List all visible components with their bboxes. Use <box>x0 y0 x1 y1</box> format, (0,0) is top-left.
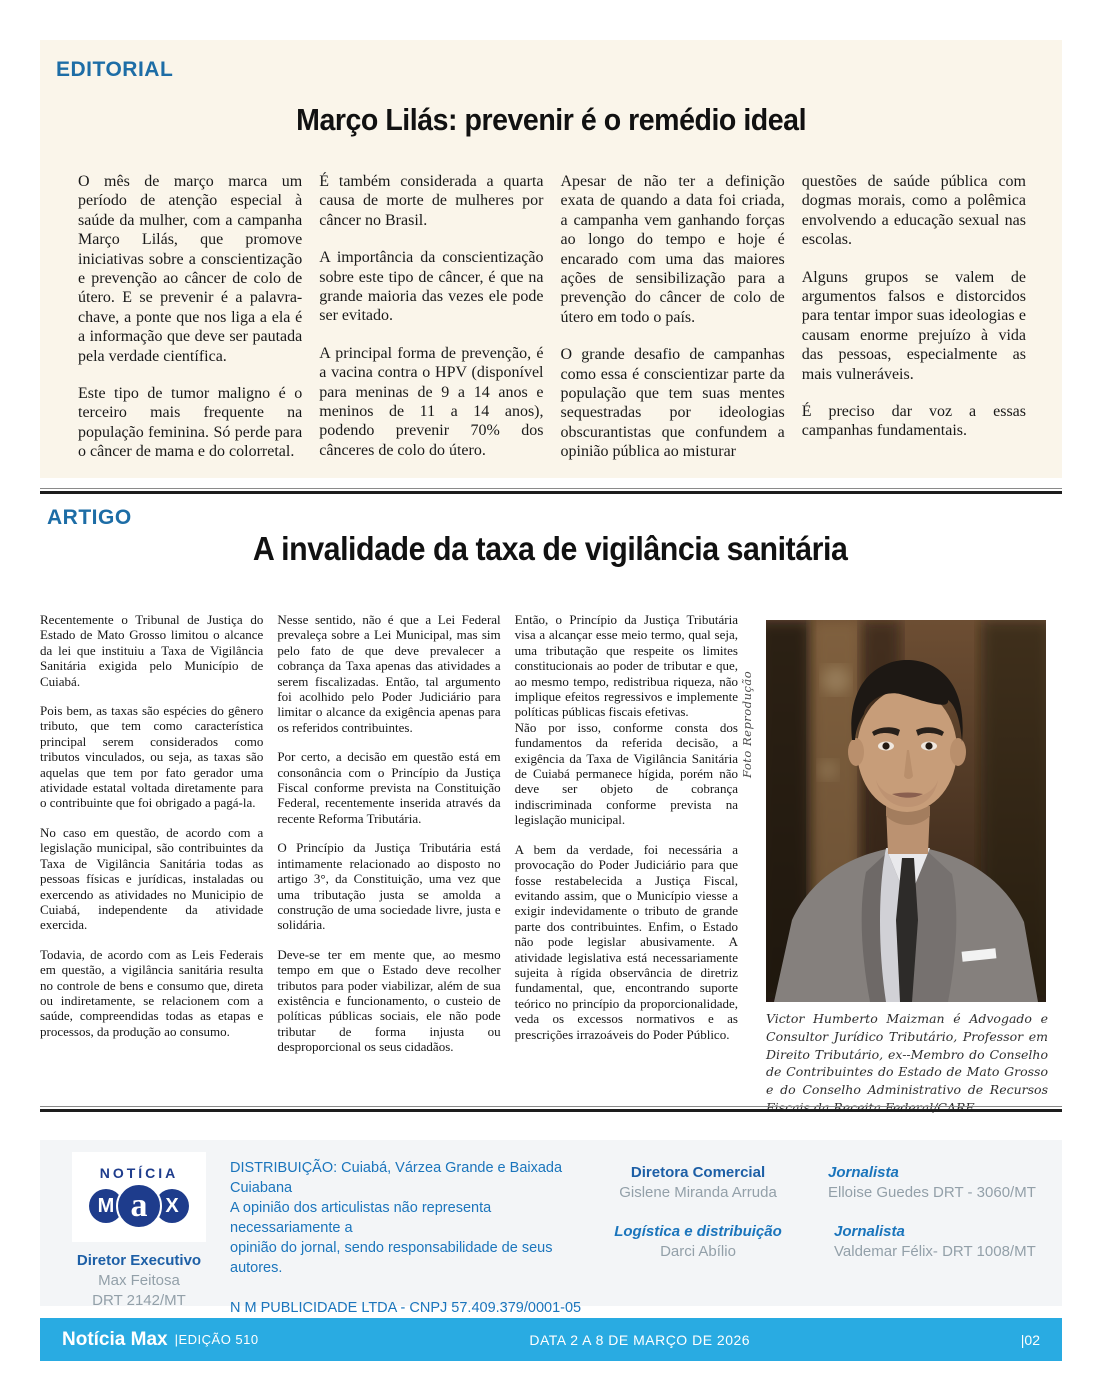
artigo-paragraph: No caso em questão, de acordo com a legislação municipal, são contribuintes da Taxa de Vigilância Sanitária todas as pessoas físicas e jurídicas, instaladas ou exercendo as atividades no Municipio de Cuiabá, independente da atividade exercida. <box>40 824 264 933</box>
artigo-paragraph: Não por isso, conforme consta dos fundamentos da referida decisão, a exigência da Taxa de Vigilância Sanitária de Cuiabá permanece hígida, porém não deve ser objeto de cobrança indiscriminada conforme prevista na legislação municipal. <box>514 719 738 828</box>
folio-edition: |EDIÇÃO 510 <box>174 1332 259 1347</box>
editorial-paragraph: É preciso dar voz a essas campanhas fundamentais. <box>801 403 1026 440</box>
footer-divider <box>40 1106 1062 1112</box>
editorial-column-3 <box>561 172 785 462</box>
artigo-column-2 <box>277 612 500 1055</box>
logo-circles <box>89 1183 189 1229</box>
journalist-label: Jornalista <box>828 1164 899 1181</box>
commercial-label: Diretora Comercial <box>630 1164 766 1181</box>
editorial-paragraph: A principal forma de prevenção, é a vacina contra o HPV (disponível para meninas de 9 a 14 anos e meninos de 11 a 14 anos), podendo prevenir 70% dos cânceres de colo do útero. <box>319 344 544 459</box>
editorial-paragraph: Este tipo de tumor maligno é o terceiro mais frequente na população feminina. Só perde para o câncer de mama e do colorretal. <box>78 385 303 461</box>
editorial-paragraph: É também considerada a quarta causa de morte de mulheres por câncer no Brasil. <box>319 173 544 229</box>
editorial-column-1 <box>78 172 302 462</box>
folio-bar <box>40 1318 1062 1361</box>
logistics-name: Darci Abílio <box>660 1243 736 1260</box>
editorial-headline: Março Lilás: prevenir é o remédio ideal <box>296 102 806 137</box>
logo-wordmark-noticia: NOTÍCIA <box>99 1165 179 1181</box>
logo-letter-a: a <box>116 1183 162 1229</box>
editorial-paragraph: Apesar de não ter a definição exata de quando a data foi criada, a campanha vem ganhando forças ao longo do tempo e hoje é encarado com uma das maiores ações de sensibilização para a prevenção do câncer de colo de útero em todo o país. <box>560 173 785 326</box>
artigo-paragraph: Recentemente o Tribunal de Justiça do Estado de Mato Grosso limitou o alcance da lei que instituiu a Taxa de Vigilância Sanitária exigida pelo Município de Cuiabá. <box>40 612 264 689</box>
folio-page-number: |02 <box>1020 1331 1040 1348</box>
portrait-photo <box>766 620 1046 1002</box>
journalists-block <box>828 1164 1053 1260</box>
journalist-name: Valdemar Félix- DRT 1008/MT <box>834 1243 1036 1260</box>
portrait-illustration <box>766 620 1046 1002</box>
artigo-paragraph: Nesse sentido, não é que a Lei Federal prevaleça sobre a Lei Municipal, mas sim pelo fato de que deve prevalecer a cobrança da Taxa apenas das atividades a serem fiscalizadas. Então, tal argumento foi acolhido pelo Poder Judiciário para limitar o alcance da exigência apenas para os referidos contribuintes. <box>277 612 501 735</box>
artigo-column-1 <box>40 612 263 1055</box>
artigo-paragraph: A bem da verdade, foi necessária a provocação do Poder Judiciário para que fosse restabelecida a Justiça Fiscal, evitando assim, que o Município viesse a exigir indevidamente o tributo de grande parte dos contribuintes. Enfim, o Estado não pode legislar abusivamente. A atividade legislativa está necessariamente sujeita à rígida observância de diretriz fundamental, que, encontrando suporte teórico no princípio da proporcionalidade, veda os excessos normativos e as prescrições irrazoáveis do Poder Público. <box>514 841 738 1042</box>
director-block <box>40 1252 238 1309</box>
artigo-paragraph: Por certo, a decisão em questão está em consonância com o Princípio da Justiça Fiscal conforme prevista na Constituição Federal, recentemente inserida através da recente Reforma Tributária. <box>277 749 501 826</box>
company-line: N M PUBLICIDADE LTDA - CNPJ 57.409.379/0001-05 <box>230 1300 582 1316</box>
editorial-paragraph: O mês de março marca um período de atenção especial à saúde da mulher, com a campanha Março Lilás, que promove iniciativas sobre a conscientização e prevenção ao câncer de colo de útero. E se prevenir é a palavra-chave, a ponte que nos liga a ela é a informação que deve ser pautada pela verdade científica. <box>78 173 303 365</box>
artigo-paragraph: Deve-se ter em mente que, ao mesmo tempo em que o Estado deve recolher tributos para poder viabilizar, além de sua existência e funcionamento, o custeio de políticas públicas sociais, ele não pode tributar de forma injusta ou desproporcional os seus cidadãos. <box>277 946 501 1055</box>
editorial-paragraph: A importância da conscientização sobre este tipo de câncer, é que na grande maioria das vezes ele pode ser evitado. <box>319 249 544 325</box>
distribution-line: opinião do jornal, sendo responsabilidade de seus autores. <box>230 1240 553 1276</box>
editorial-paragraph: questões de saúde pública com dogmas morais, como a polêmica envolvendo a educação sexual nas escolas. <box>801 173 1026 249</box>
folio-date: DATA 2 A 8 DE MARÇO DE 2026 <box>529 1331 751 1348</box>
editorial-kicker: EDITORIAL <box>56 58 174 81</box>
editorial-column-2 <box>319 172 543 462</box>
journalist-name: Elloise Guedes DRT - 3060/MT <box>828 1184 1036 1201</box>
editorial-column-4 <box>802 172 1026 462</box>
commercial-name: Gislene Miranda Arruda <box>619 1184 777 1201</box>
director-name: Max Feitosa <box>98 1272 180 1289</box>
noticia-max-logo <box>72 1152 206 1242</box>
masthead-footer <box>40 1140 1062 1316</box>
director-drt: DRT 2142/MT <box>92 1292 186 1309</box>
logo-letter-m: M <box>89 1189 123 1223</box>
section-divider <box>40 488 1062 494</box>
editorial-paragraph: Alguns grupos se valem de argumentos falsos e distorcidos para tentar impor suas ideologias e causam enorme prejuízo à vida das pessoas, especialmente as mais vulneráveis. <box>801 268 1026 383</box>
editorial-paragraph: O grande desafio de campanhas como essa é conscientizar parte da população que tem suas mentes sequestradas por ideologias obscurantistas que confundem a opinião pública ao misturar <box>560 346 785 461</box>
editorial-section <box>40 40 1062 478</box>
artigo-paragraph: Pois bem, as taxas são espécies do gênero tributo, que tem como característica principal serem considerados como tributos vinculados, ou seja, as taxas são aquelas que tem por fato gerador uma atividade estatal voltada diretamente para o contribuinte que foi obrigado a pagá-la. <box>40 703 264 811</box>
distribution-line: DISTRIBUIÇÃO: Cuiabá, Várzea Grande e Baixada Cuiabana <box>230 1160 563 1196</box>
artigo-column-3 <box>515 612 738 1055</box>
artigo-columns <box>40 612 738 1055</box>
journalist-label: Jornalista <box>834 1223 905 1240</box>
photo-caption: Victor Humberto Maizman é Advogado e Consultor Jurídico Tributário, Professor em Direito Tributário, ex--Membro do Conselho de Contribuintes do Estado de Mato Grosso e do Conselho Administrativo de Recursos Fiscais da Receita Federal/CARF <box>766 1011 1048 1115</box>
director-label: Diretor Executivo <box>76 1252 202 1269</box>
artigo-paragraph: Todavia, de acordo com as Leis Federais em questão, a vigilância sanitária resulta no controle de bens e consumo que, direta ou indiretamente, se relacionem com a saúde, compreendidas todas as etapas e processos, da produção ao consumo. <box>40 946 264 1039</box>
editorial-columns <box>78 172 1026 462</box>
artigo-kicker: ARTIGO <box>47 506 132 529</box>
logo-letter-x: X <box>155 1189 189 1223</box>
artigo-headline: A invalidade da taxa de vigilância sanitária <box>252 530 848 567</box>
artigo-paragraph: Então, o Princípio da Justiça Tributária visa a alcançar esse meio termo, qual seja, uma tributação que respeite os limites constitucionais ao poder de tributar e que, ao mesmo tempo, redistribua riqueza, não implique efeitos regressivos e implemente políticas públicas fiscais efetivas. <box>514 612 738 720</box>
logistics-label: Logística e distribuição <box>614 1223 782 1240</box>
distribution-line: A opinião dos articulistas não representa necessariamente a <box>230 1200 492 1236</box>
folio-brand: Notícia Max <box>62 1328 168 1350</box>
commercial-block <box>588 1164 808 1260</box>
photo-credit: Foto Reprodução <box>740 670 754 778</box>
artigo-paragraph: O Princípio da Justiça Tributária está intimamente relacionado ao disposto no artigo 3°, da Constituição, uma vez que uma tributação justa se amolda a construção de uma sociedade livre, justa e solidária. <box>277 840 501 933</box>
